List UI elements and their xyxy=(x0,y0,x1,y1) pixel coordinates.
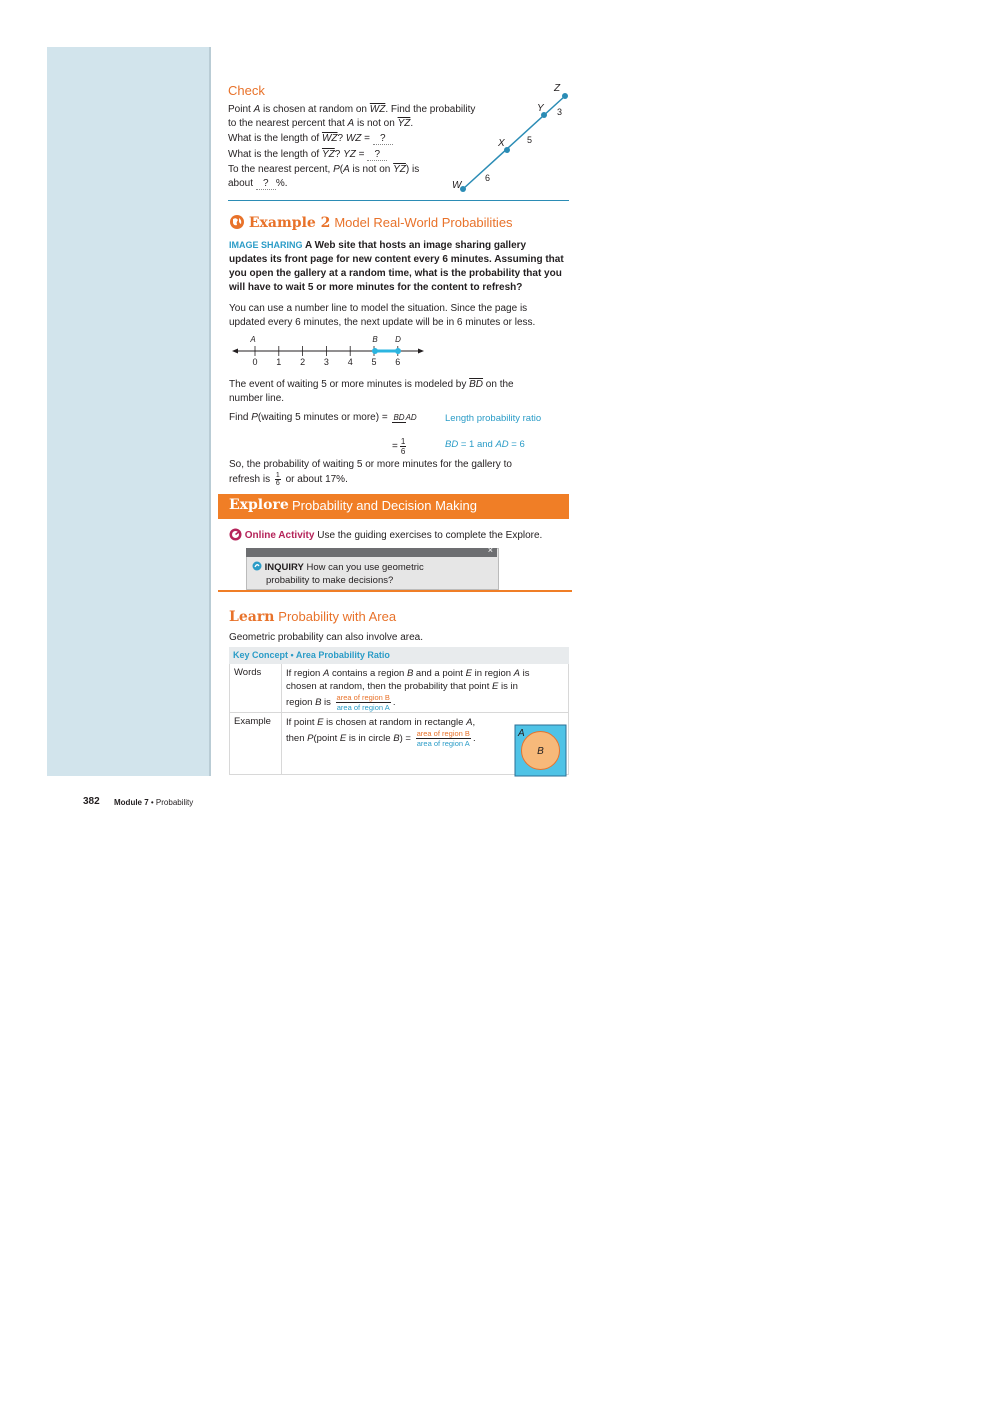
example-2-problem: IMAGE SHARING A Web site that hosts an image sharing gallery updates its front page for new content every 6 minutes. Assuming that you open the gallery at a random time, what is the probability that you will have to wait 5 or more minutes for the content to refresh? xyxy=(229,240,564,293)
inquiry-titlebar xyxy=(246,545,497,557)
check-question-3: To the nearest percent, P(A is not on $\overline{YZ}$) is xyxy=(228,164,420,175)
example-label: Example xyxy=(234,716,271,727)
point-b xyxy=(372,348,378,354)
check-question-4: about ? %. xyxy=(228,178,288,189)
image-sharing-tag: IMAGE SHARING xyxy=(229,240,303,250)
check-line-1: Point A is chosen at random on $\overline{WZ}$. Find the probability xyxy=(228,104,476,115)
page-number: 382 xyxy=(83,796,100,807)
margin-sidebar xyxy=(47,47,211,776)
online-activity-line: Online Activity Use the guiding exercises to complete the Explore. xyxy=(229,528,579,543)
words-content: If region A contains a region B and a point E in region A is chosen at random, then the probability that point E is in region B is $\frac{\text{area of region B}}{\text{area of region A}}$ . xyxy=(281,664,568,712)
inquiry-icon xyxy=(252,561,262,571)
inquiry-text: INQUIRY How can you use geometric probability to make decisions? xyxy=(252,561,492,587)
check-question-2: What is the length of $\overline{YZ}$? YZ = ? xyxy=(228,148,518,162)
answer-blank-yz[interactable]: ? xyxy=(367,149,387,161)
example-2-paragraph-1: You can use a number line to model the situation. Since the page is updated every 6 minutes, the next update will be in 6 minutes or less. xyxy=(229,303,536,328)
explore-banner: Explore Probability and Decision Making xyxy=(218,494,569,519)
check-heading: Check xyxy=(228,83,265,98)
label-y: Y xyxy=(537,103,544,114)
footer-module: Module 7 • Probability xyxy=(114,798,194,807)
learn-divider xyxy=(218,590,572,592)
example-2-paragraph-2: The event of waiting 5 or more minutes is modeled by $\overline{BD}$ on the number line. xyxy=(229,379,514,404)
key-concept-heading: Key Concept • Area Probability Ratio xyxy=(229,647,569,664)
answer-blank-percent[interactable]: ? xyxy=(256,178,276,190)
circle-label: B xyxy=(537,746,544,757)
length-xy: 5 xyxy=(527,135,533,145)
probability-equation-2: = $\frac{1}{6}$ xyxy=(392,437,406,456)
check-question-1: What is the length of $\overline{WZ}$? WZ = ? xyxy=(228,132,518,146)
tick-label: 4 xyxy=(347,357,353,367)
learn-heading: Learn Probability with Area xyxy=(229,609,397,625)
area-diagram xyxy=(514,724,567,777)
number-line xyxy=(230,333,430,369)
probability-equation-1: Find P(waiting 5 minutes or more) = BDAD xyxy=(229,412,417,423)
length-yz: 3 xyxy=(557,107,563,117)
globe-icon xyxy=(229,214,245,230)
words-label: Words xyxy=(234,667,262,678)
note-length-ratio: Length probability ratio xyxy=(445,413,542,424)
point-x xyxy=(504,147,510,153)
tick-label: 2 xyxy=(300,357,306,367)
segment-wz-diagram xyxy=(440,78,580,196)
check-line-2: to the nearest percent that A is not on $\overline{YZ}$. xyxy=(228,118,414,129)
arrow-left-icon xyxy=(232,349,238,354)
tick-label: 3 xyxy=(323,357,329,367)
check-divider xyxy=(228,200,569,201)
number-line-ticks xyxy=(252,346,400,367)
segment-line xyxy=(463,96,565,189)
key-concept-words-row xyxy=(229,664,569,713)
length-wx: 6 xyxy=(485,173,491,183)
answer-blank-wz[interactable]: ? xyxy=(373,133,393,145)
tick-label: 6 xyxy=(395,357,401,367)
tick-label: 1 xyxy=(276,357,282,367)
example-content: If point E is chosen at random in rectangle A, then P(point E is in circle B) = $\frac{\text{area of region B}}{\text{area of region A}}$ . xyxy=(281,713,568,774)
label-a: A xyxy=(250,335,256,344)
online-activity-icon xyxy=(229,528,242,541)
tick-label: 0 xyxy=(252,357,258,367)
label-d: D xyxy=(395,335,401,344)
tick-label: 5 xyxy=(371,357,377,367)
label-b: B xyxy=(372,335,378,344)
online-activity-link[interactable]: Online Activity xyxy=(244,530,315,541)
label-z: Z xyxy=(554,83,561,94)
example-2-conclusion: So, the probability of waiting 5 or more minutes for the gallery to refresh is $\frac{1}{6}$ or about 17%. xyxy=(229,459,512,487)
note-bd-ad: BD = 1 and AD = 6 xyxy=(445,439,525,450)
example-2-heading: Example 2 Model Real-World Probabilities xyxy=(229,213,513,232)
learn-intro: Geometric probability can also involve area. xyxy=(229,632,423,643)
arrow-right-icon xyxy=(418,349,424,354)
rectangle-label: A xyxy=(518,728,525,739)
label-w: W xyxy=(452,180,462,191)
close-icon[interactable]: × xyxy=(487,545,493,555)
point-d xyxy=(395,348,401,354)
point-z xyxy=(562,93,568,99)
label-x: X xyxy=(498,138,505,149)
